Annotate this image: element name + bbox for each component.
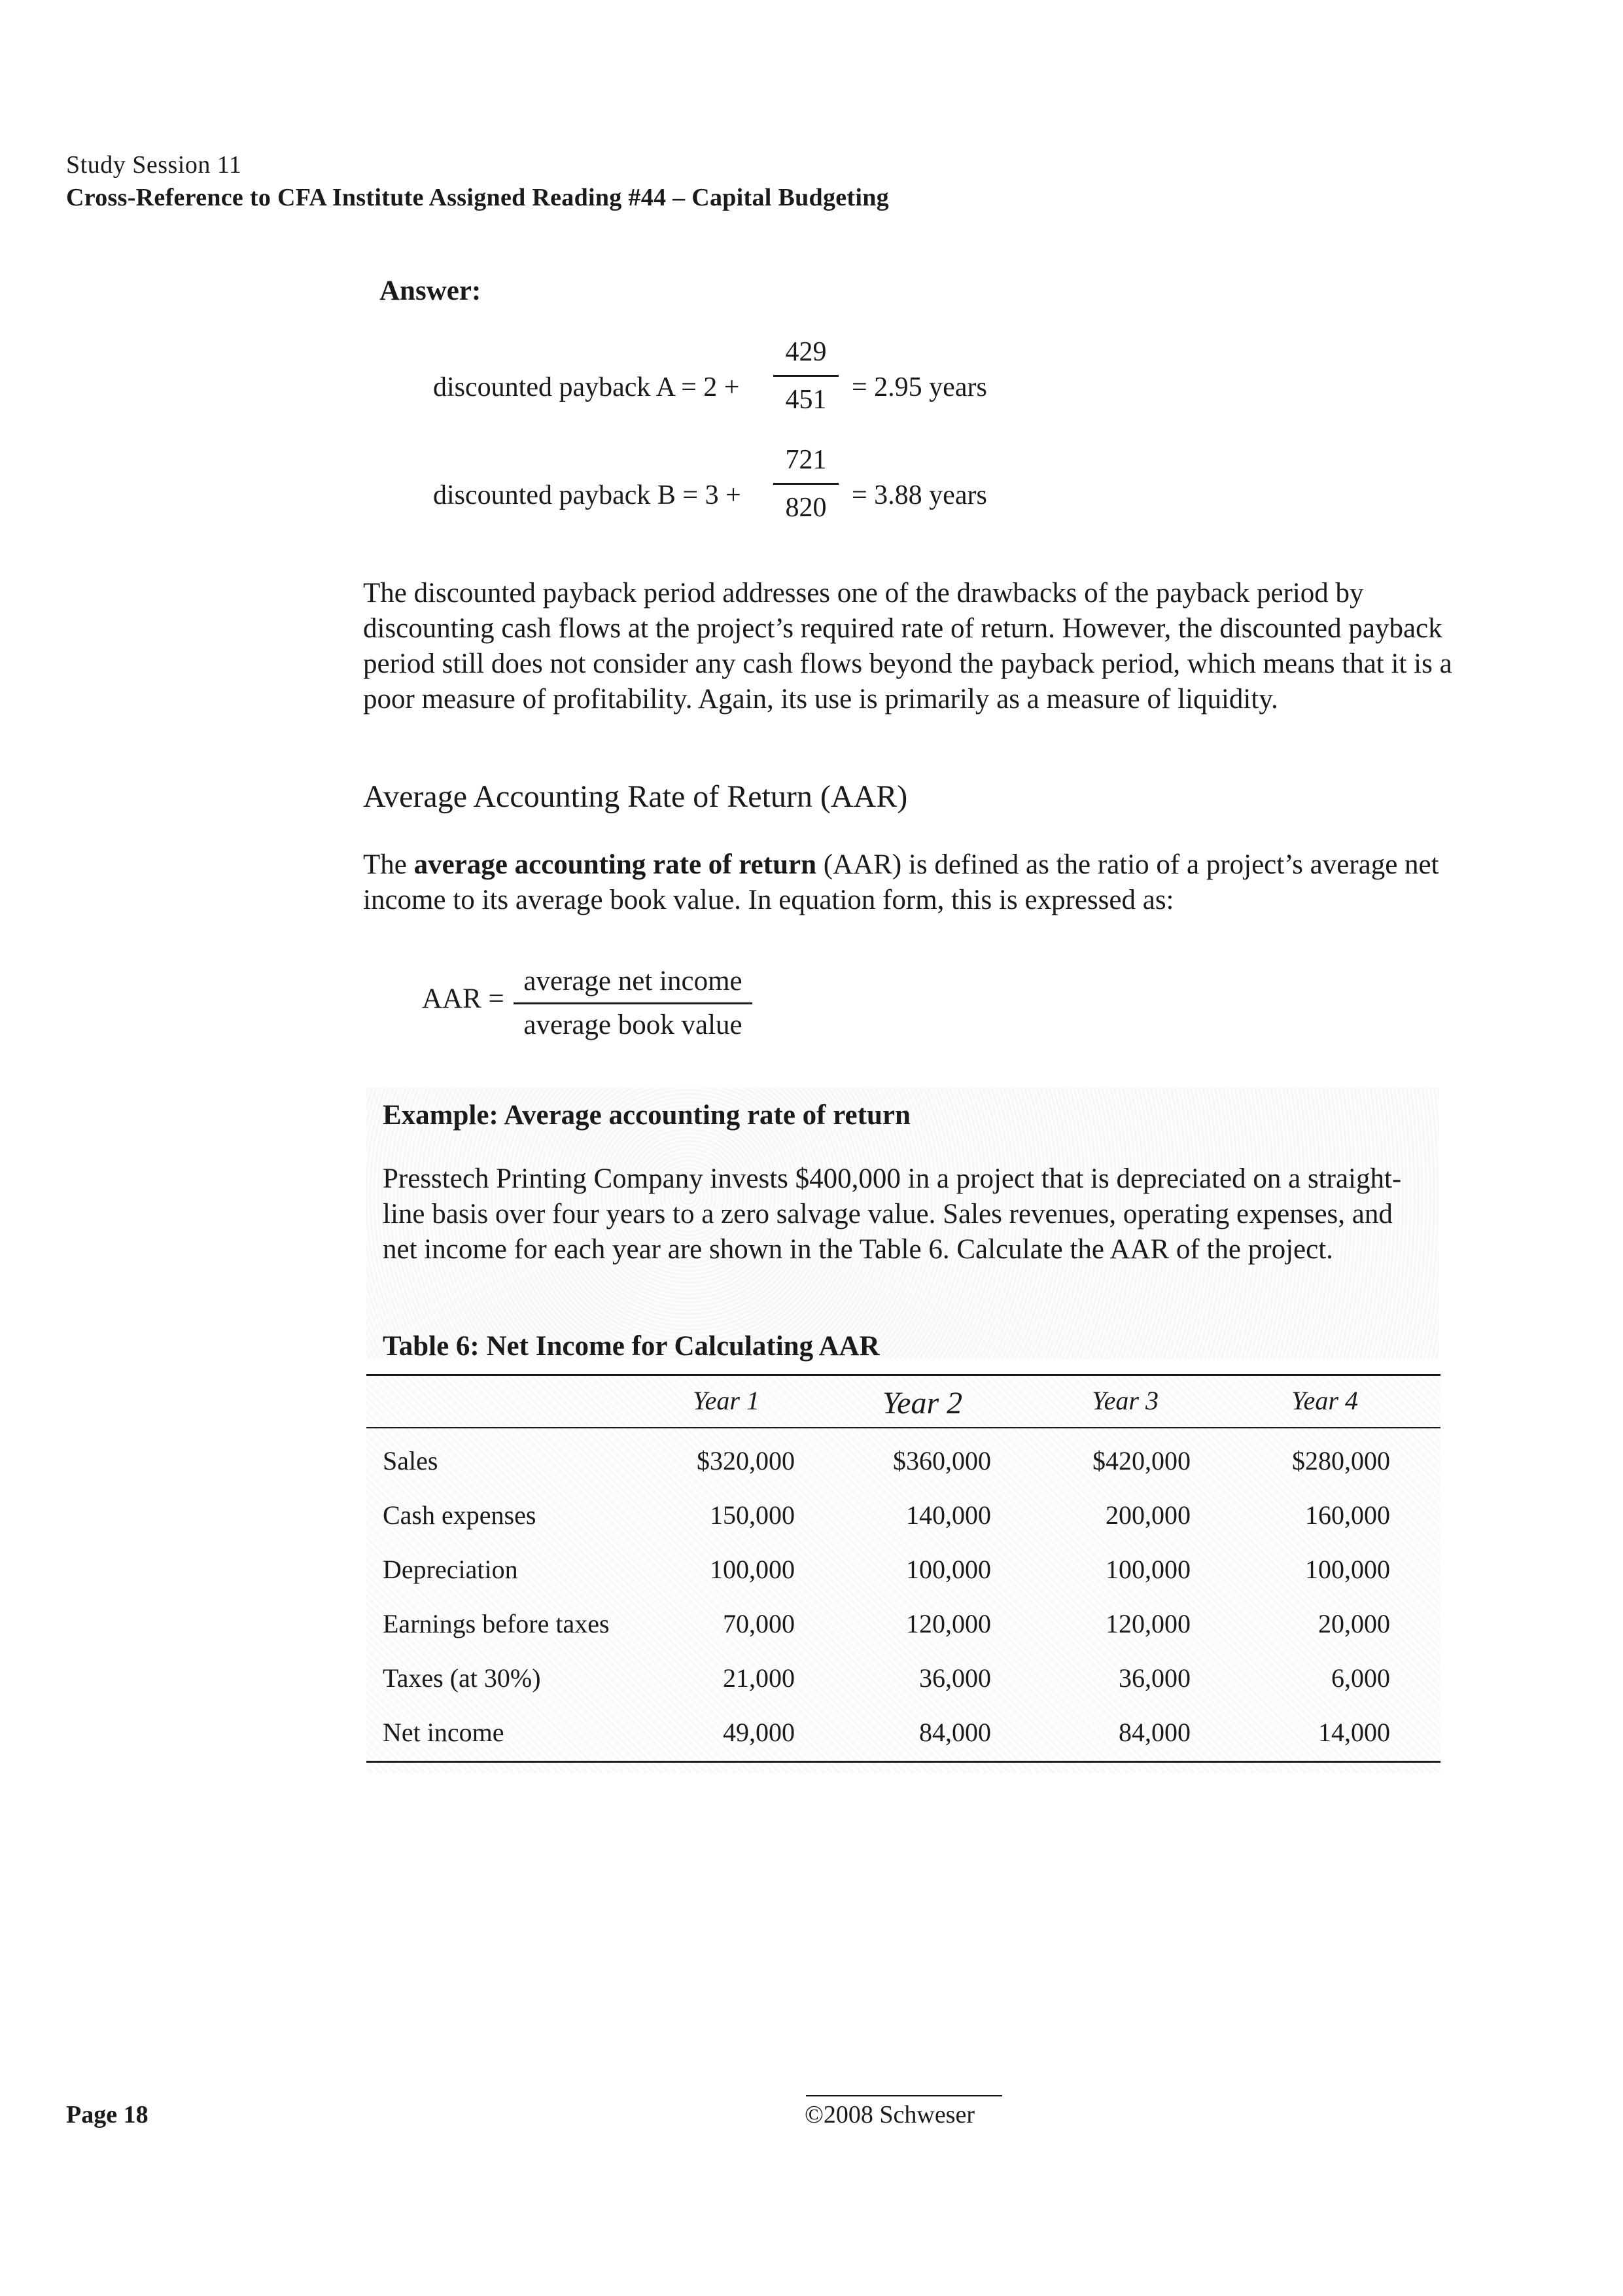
row-label: Sales [383, 1446, 438, 1475]
table-cell: 100,000 [1106, 1555, 1191, 1584]
cross-reference-title: Cross-Reference to CFA Institute Assigned Reading #44 – Capital Budgeting [66, 184, 889, 211]
table-title: Table 6: Net Income for Calculating AAR [383, 1331, 880, 1362]
fraction-bar [773, 483, 839, 485]
fraction-denominator: 451 [785, 385, 827, 415]
aar-intro-before: The [363, 849, 414, 880]
table-cell: 100,000 [1305, 1555, 1390, 1584]
answer-heading: Answer: [379, 275, 481, 306]
table-cell: 6,000 [1331, 1663, 1390, 1693]
equation-rhs: = 3.88 years [852, 480, 987, 510]
table-row [366, 1598, 1440, 1652]
aar-intro-after: (AAR) is defined as the ratio of a project’s average net income to its average book value. In equation form, this is expressed as: [363, 849, 1439, 915]
table-cell: $360,000 [893, 1446, 991, 1475]
column-header: Year 1 [693, 1386, 759, 1415]
table-row [366, 1435, 1440, 1489]
column-header: Year 3 [1092, 1386, 1159, 1415]
fraction-numerator: 721 [785, 445, 827, 475]
row-label: Taxes (at 30%) [383, 1663, 541, 1693]
table-cell: 84,000 [919, 1718, 991, 1747]
example-body: Presstech Printing Company invests $400,000 in a project that is depreciated on a straight-line basis over four years to a zero salvage value. Sales revenues, operating expenses, and net income for each year are shown in the Table 6. Calculate the AAR of the project. [383, 1163, 1402, 1265]
table-cell: 120,000 [906, 1609, 991, 1638]
row-label: Depreciation [383, 1555, 518, 1584]
table-cell: $320,000 [697, 1446, 795, 1475]
table-cell: 200,000 [1106, 1500, 1191, 1530]
table-cell: 36,000 [1119, 1663, 1191, 1693]
example-title: Example: Average accounting rate of return [383, 1100, 911, 1131]
aar-denominator: average book value [523, 1010, 742, 1040]
table-header-row [366, 1376, 1440, 1427]
study-session-label: Study Session 11 [66, 151, 242, 179]
table-cell: 140,000 [906, 1500, 991, 1530]
table-cell: 49,000 [723, 1718, 795, 1747]
discounted-payback-a-equation [433, 332, 1022, 450]
table-cell: 84,000 [1119, 1718, 1191, 1747]
table-cell: 120,000 [1106, 1609, 1191, 1638]
row-label: Cash expenses [383, 1500, 536, 1530]
table-bottom-rule [366, 1761, 1440, 1763]
discounted-payback-paragraph: The discounted payback period addresses one of the drawbacks of the payback period by discounting cash flows at the project’s required rate of return. However, the discounted payback period still does not consider any cash flows beyond the payback period, which means that it is a poor measure of profitability. Again, its use is primarily as a measure of liquidity. [363, 578, 1452, 715]
table-cell: 160,000 [1305, 1500, 1390, 1530]
table-header-rule [366, 1427, 1440, 1428]
table-cell: $420,000 [1092, 1446, 1191, 1475]
column-header: Year 4 [1291, 1386, 1358, 1415]
table-row [366, 1544, 1440, 1598]
fraction-numerator: 429 [785, 337, 827, 367]
equation-fraction [773, 332, 839, 419]
aar-section-heading: Average Accounting Rate of Return (AAR) [363, 779, 908, 814]
fraction-bar [773, 375, 839, 377]
aar-numerator: average net income [523, 966, 742, 997]
equation-fraction [773, 440, 839, 527]
table-cell: 20,000 [1318, 1609, 1390, 1638]
discounted-payback-b-equation [433, 440, 1022, 558]
table-cell: $280,000 [1292, 1446, 1390, 1475]
row-label: Earnings before taxes [383, 1609, 610, 1638]
table-cell: 100,000 [710, 1555, 795, 1584]
footer-rule [806, 2095, 1002, 2096]
table-cell: 21,000 [723, 1663, 795, 1693]
aar-term: average accounting rate of return [413, 849, 816, 880]
equation-rhs: = 2.95 years [852, 372, 987, 402]
table-cell: 14,000 [1318, 1718, 1390, 1747]
table-row [366, 1489, 1440, 1544]
table-row [366, 1652, 1440, 1706]
aar-definition-paragraph [363, 847, 1462, 918]
equation-lhs: discounted payback A = 2 + [433, 372, 740, 402]
table-cell: 36,000 [919, 1663, 991, 1693]
aar-formula-lhs: AAR = [422, 983, 504, 1014]
equation-lhs: discounted payback B = 3 + [433, 480, 741, 510]
fraction-denominator: 820 [785, 493, 827, 523]
table-cell: 70,000 [723, 1609, 795, 1638]
fraction-bar [514, 1002, 752, 1004]
aar-formula-fraction [514, 963, 752, 1044]
page-number: Page 18 [66, 2101, 148, 2128]
row-label: Net income [383, 1718, 504, 1747]
table-cell: 100,000 [906, 1555, 991, 1584]
table-cell: 150,000 [710, 1500, 795, 1530]
column-header: Year 2 [882, 1386, 963, 1421]
copyright-notice: ©2008 Schweser [805, 2101, 975, 2128]
net-income-table [366, 1374, 1440, 1763]
table-row [366, 1706, 1440, 1761]
